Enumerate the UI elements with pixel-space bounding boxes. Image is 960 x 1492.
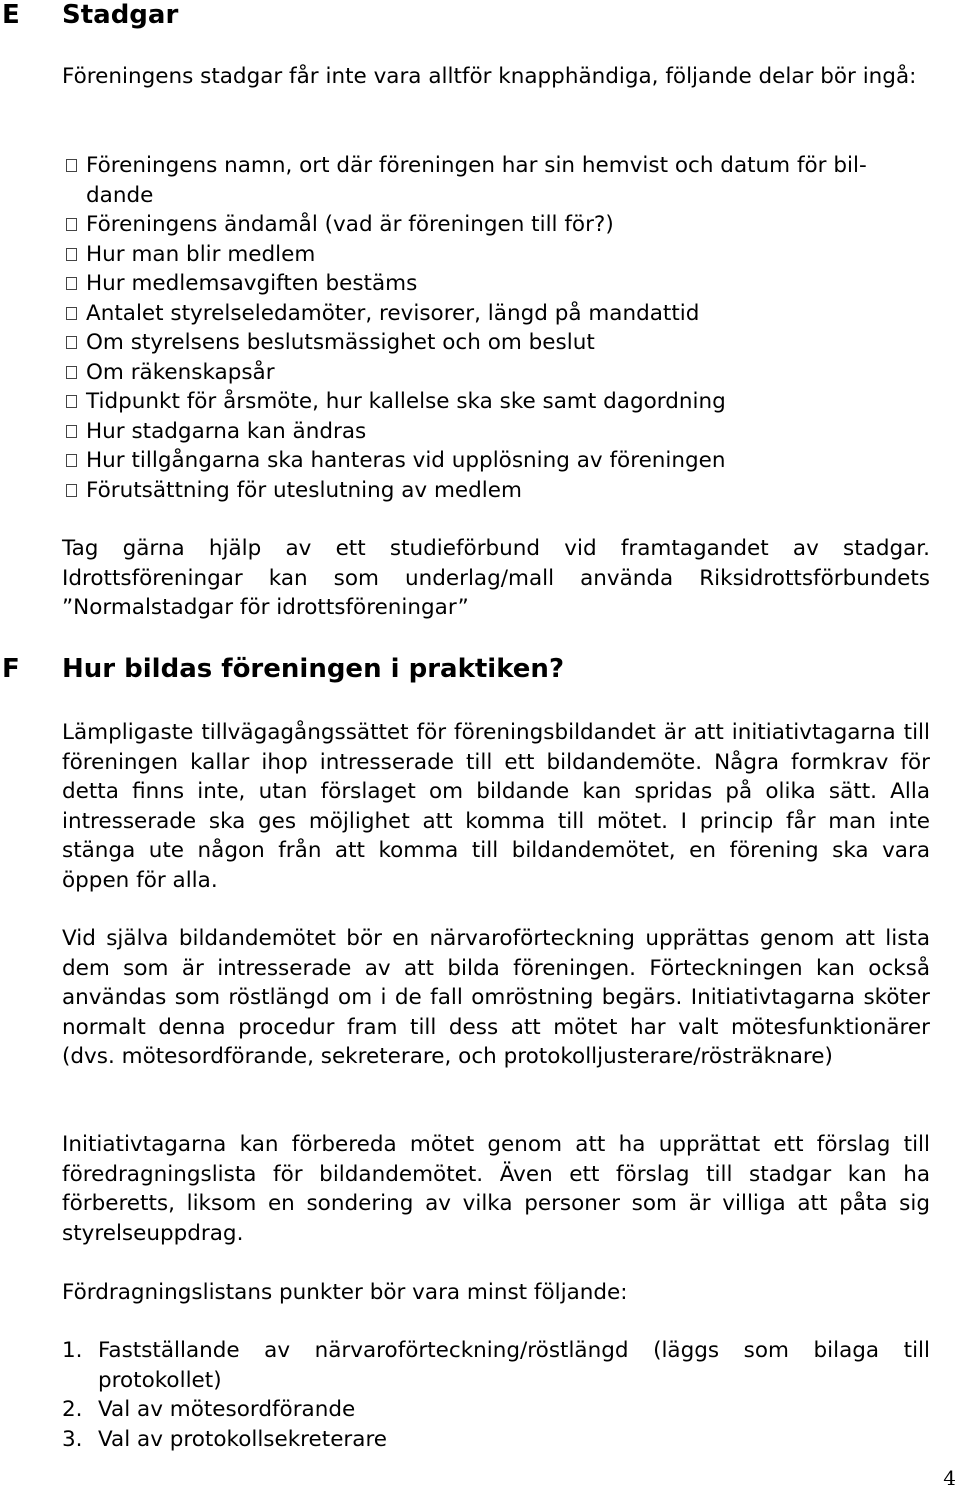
section-f-paragraph-2: Vid själva bildandemötet bör en närvaroförteckning upprättas genom att lista dem som är intresserade av att bilda föreningen. Förteckningen kan också användas som röstlängd om i de fall omröstning begärs. Initiativtagarna sköter normalt denna procedur fram till dess att mötet har valt mötesfunktionärer (dvs. mötesordförande, sekreterare, och protokolljusterare/rösträknare): [62, 926, 930, 1069]
checkbox-icon: [66, 366, 77, 379]
checkbox-icon: [66, 395, 77, 408]
checkbox-icon: [66, 307, 77, 320]
section-f-paragraph-3: Initiativtagarna kan förbereda mötet genom att ha upprättat ett förslag till föredragningslista för bildandemötet. Även ett förslag till stadgar kan ha förberetts, liksom en sondering av vilka personer som är villiga att påta sig styrelseuppdrag.: [62, 1132, 930, 1246]
page-number: 4: [943, 1466, 956, 1490]
checkbox-icon: [66, 277, 77, 290]
list-item: Förutsättning för uteslutning av medlem: [62, 476, 930, 506]
list-item: Hur medlemsavgiften bestäms: [62, 269, 930, 299]
list-item: Tidpunkt för årsmöte, hur kallelse ska ske samt dagordning: [62, 387, 930, 417]
list-item: 3. Val av protokollsekreterare: [62, 1426, 388, 1452]
list-item: 1. Fastställande av närvaroförteckning/röstlängd (läggs som bilaga till protokollet): [62, 1338, 930, 1393]
stadgar-checklist: [62, 151, 930, 505]
section-e-title: Stadgar: [62, 0, 179, 30]
list-item: Om räkenskapsår: [62, 358, 930, 388]
section-e-letter: E: [2, 0, 20, 30]
list-item: Föreningens namn, ort där föreningen har sin hemvist och datum för bil-dande: [62, 151, 930, 210]
checkbox-icon: [66, 484, 77, 497]
section-f-paragraph-4: Fördragningslistans punkter bör vara minst följande:: [62, 1280, 628, 1305]
list-item: Hur tillgångarna ska hanteras vid upplösning av föreningen: [62, 446, 930, 476]
checkbox-icon: [66, 336, 77, 349]
checkbox-icon: [66, 248, 77, 261]
list-item: Antalet styrelseledamöter, revisorer, längd på mandattid: [62, 299, 930, 329]
list-item: Om styrelsens beslutsmässighet och om beslut: [62, 328, 930, 358]
checkbox-icon: [66, 159, 77, 172]
section-e-intro: Föreningens stadgar får inte vara alltför knapphändiga, följande delar bör ingå:: [62, 64, 917, 89]
checkbox-icon: [66, 218, 77, 231]
agenda-list: [62, 1336, 930, 1454]
checkbox-icon: [66, 454, 77, 467]
section-f-title: Hur bildas föreningen i praktiken?: [62, 654, 565, 684]
list-item: Hur man blir medlem: [62, 240, 930, 270]
checkbox-icon: [66, 425, 77, 438]
section-f-paragraph-1: Lämpligaste tillvägagångssättet för föreningsbildandet är att initiativtagarna till föreningen kallar ihop intresserade till ett bildandemöte. Några formkrav för detta finns inte, utan förslaget om bildande kan spridas på olika sätt. Alla intresserade ska ges möjlighet att komma till mötet. I princip får man inte stänga ute någon från att komma till bildandemötet, en förening ska vara öppen för alla.: [62, 720, 930, 893]
list-item: 2. Val av mötesordförande: [62, 1397, 356, 1422]
list-item: Hur stadgarna kan ändras: [62, 417, 930, 447]
section-e-closing: Tag gärna hjälp av ett studieförbund vid framtagandet av stadgar. Idrottsföreningar kan som underlag/mall använda Riksidrottsförbundets ”Normalstadgar för idrottsföreningar”: [62, 536, 930, 620]
section-f-letter: F: [2, 654, 20, 684]
list-item: Föreningens ändamål (vad är föreningen till för?): [62, 210, 930, 240]
